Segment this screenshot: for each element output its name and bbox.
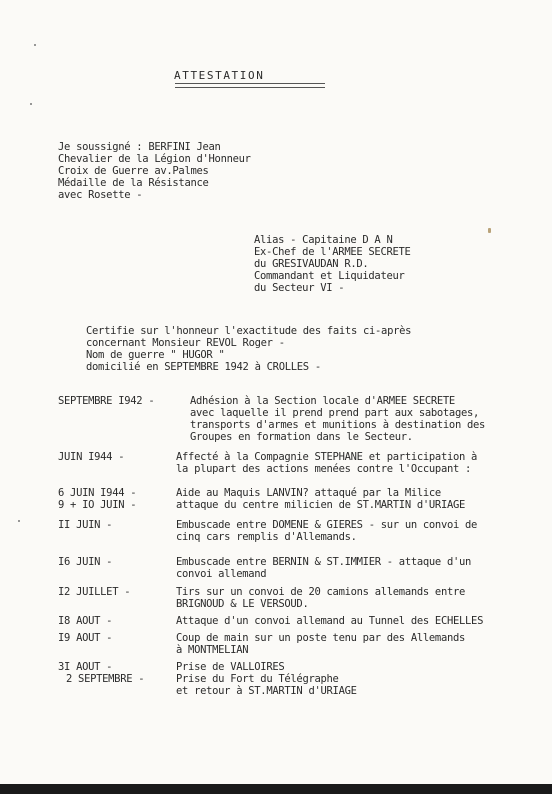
event-text: Groupes en formation dans le Secteur. (190, 431, 413, 443)
signatory-line: Chevalier de la Légion d'Honneur (58, 153, 251, 165)
paper-speck (30, 103, 32, 105)
event-text: Prise du Fort du Télégraphe (176, 673, 339, 685)
document-title: ATTESTATION (174, 69, 265, 82)
event-date: I9 AOUT - (58, 632, 113, 644)
scan-bottom-edge (0, 784, 552, 794)
event-text: Adhésion à la Section locale d'ARMEE SECRETE (190, 395, 455, 407)
event-text: convoi allemand (176, 568, 267, 580)
signatory-line: Je soussigné : BERFINI Jean (58, 141, 221, 153)
alias-line: Ex-Chef de l'ARMEE SECRETE (254, 246, 411, 258)
event-date: 9 + IO JUIN - (58, 499, 137, 511)
event-text: Tirs sur un convoi de 20 camions allemands entre (176, 586, 466, 598)
event-text: Embuscade entre BERNIN & ST.IMMIER - attaque d'un (176, 556, 472, 568)
event-text: Aide au Maquis LANVIN? attaqué par la Milice (176, 487, 441, 499)
certifies-line: Nom de guerre " HUGOR " (86, 349, 225, 361)
event-date: I8 AOUT - (58, 615, 113, 627)
event-date: 6 JUIN I944 - (58, 487, 137, 499)
event-text: Embuscade entre DOMENE & GIERES - sur un convoi de (176, 519, 478, 531)
event-text: cinq cars remplis d'Allemands. (176, 531, 357, 543)
event-date: II JUIN - (58, 519, 113, 531)
certifies-line: Certifie sur l'honneur l'exactitude des faits ci-après (86, 325, 412, 337)
event-text: avec laquelle il prend prend part aux sabotages, (190, 407, 480, 419)
event-date: 3I AOUT - (58, 661, 113, 673)
signatory-line: avec Rosette - (58, 189, 143, 201)
paper-speck (488, 228, 491, 233)
event-date: 2 SEPTEMBRE - (66, 673, 145, 685)
paper-speck (18, 520, 20, 522)
event-text: attaque du centre milicien de ST.MARTIN d'URIAGE (176, 499, 466, 511)
event-text: Attaque d'un convoi allemand au Tunnel des ECHELLES (176, 615, 484, 627)
signatory-line: Médaille de la Résistance (58, 177, 209, 189)
event-text: et retour à ST.MARTIN d'URIAGE (176, 685, 357, 697)
event-text: Affecté à la Compagnie STEPHANE et participation à (176, 451, 478, 463)
event-text: à MONTMELIAN (176, 644, 249, 656)
title-double-underline (175, 83, 325, 88)
event-date: JUIN I944 - (58, 451, 125, 463)
certifies-line: concernant Monsieur REVOL Roger - (86, 337, 285, 349)
alias-line: du GRESIVAUDAN R.D. (254, 258, 369, 270)
signatory-line: Croix de Guerre av.Palmes (58, 165, 209, 177)
event-text: transports d'armes et munitions à destination des (190, 419, 486, 431)
event-date: I6 JUIN - (58, 556, 113, 568)
event-date: SEPTEMBRE I942 - (58, 395, 155, 407)
event-date: I2 JUILLET - (58, 586, 131, 598)
event-text: Prise de VALLOIRES (176, 661, 285, 673)
event-text: la plupart des actions menées contre l'Occupant : (176, 463, 472, 475)
alias-line: Alias - Capitaine D A N (254, 234, 393, 246)
event-text: BRIGNOUD & LE VERSOUD. (176, 598, 309, 610)
paper-speck (34, 44, 36, 46)
alias-line: Commandant et Liquidateur (254, 270, 405, 282)
event-text: Coup de main sur un poste tenu par des Allemands (176, 632, 466, 644)
alias-line: du Secteur VI - (254, 282, 345, 294)
certifies-line: domicilié en SEPTEMBRE 1942 à CROLLES - (86, 361, 321, 373)
